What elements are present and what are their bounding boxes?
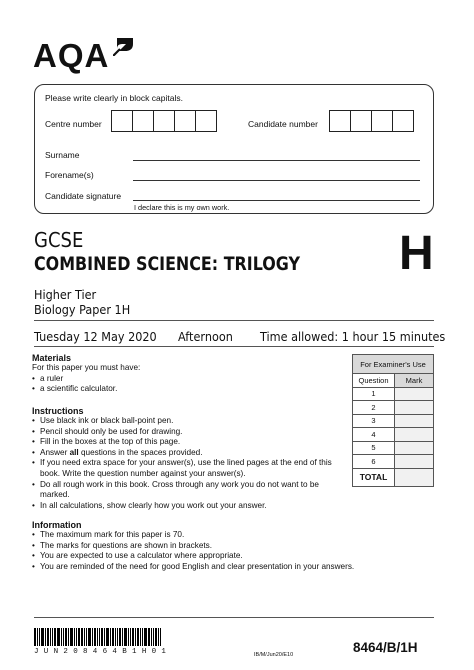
exam-session: Afternoon [178, 329, 233, 344]
candidate-number-cell[interactable] [371, 110, 393, 132]
question-number: 5 [353, 441, 395, 455]
examiners-use-title: For Examiner's Use [353, 355, 434, 374]
list-item: • In all calculations, show clearly how you work out your answer. [32, 501, 344, 512]
answer-all-suffix: questions in the spaces provided. [78, 447, 203, 457]
mark-cell[interactable] [395, 428, 434, 442]
barcode-bar [122, 628, 123, 646]
paper-reference: IB/M/Jun20/E10 [254, 652, 294, 658]
centre-number-cell[interactable] [153, 110, 175, 132]
logo-leaf-icon [113, 38, 133, 56]
qualification-title: GCSE [34, 228, 84, 252]
instructions-list [32, 416, 344, 511]
paper-name: Biology Paper 1H [34, 302, 131, 317]
list-item: • The maximum mark for this paper is 70. [32, 530, 432, 541]
paper-code: 8464/B/1H [353, 640, 418, 655]
barcode-bar [52, 628, 53, 646]
forenames-label: Forename(s) [45, 170, 94, 180]
forenames-field[interactable] [133, 180, 420, 181]
table-row [353, 387, 434, 401]
materials-heading: Materials [32, 353, 72, 363]
barcode-bar [158, 628, 159, 646]
barcode-bar [88, 628, 91, 646]
examiners-use-table [352, 354, 434, 487]
barcode-bar [57, 628, 60, 646]
list-item: • Pencil should only be used for drawing. [32, 427, 344, 438]
table-row [353, 414, 434, 428]
answer-all-emphasis: all [69, 447, 79, 457]
barcode-bar [142, 628, 143, 646]
barcode-bar [50, 628, 51, 646]
answer-all-prefix: Answer [40, 447, 70, 457]
question-number: 2 [353, 401, 395, 415]
barcode-bar [132, 628, 134, 646]
barcode-bar [101, 628, 103, 646]
information-list [32, 530, 432, 572]
barcode-bar [41, 628, 44, 646]
signature-label: Candidate signature [45, 191, 122, 201]
information-section [32, 520, 432, 572]
barcode-bar [124, 628, 127, 646]
barcode-bar [54, 628, 56, 646]
question-number: 3 [353, 414, 395, 428]
barcode-bar [84, 628, 85, 646]
divider-footer [34, 617, 434, 618]
candidate-number-boxes[interactable] [330, 110, 414, 132]
candidate-number-label: Candidate number [248, 119, 318, 129]
list-item: • a ruler [32, 374, 332, 385]
aqa-logo [33, 34, 133, 72]
mark-cell[interactable] [395, 387, 434, 401]
centre-number-label: Centre number [45, 119, 102, 129]
mark-cell[interactable] [395, 455, 434, 469]
barcode [34, 628, 194, 646]
barcode-bar [78, 628, 80, 646]
total-label: TOTAL [353, 468, 395, 486]
divider-top [34, 320, 434, 321]
mark-cell[interactable] [395, 441, 434, 455]
barcode-bar [76, 628, 77, 646]
materials-intro: For this paper you must have: [32, 363, 141, 372]
barcode-text: J U N 2 0 8 4 6 4 B 1 H 0 1 [34, 648, 167, 656]
question-column-header: Question [353, 374, 395, 388]
barcode-bar [97, 628, 98, 646]
tier-name: Higher Tier [34, 287, 97, 302]
surname-label: Surname [45, 150, 80, 160]
list-item: • You are expected to use a calculator where appropriate. [32, 551, 432, 562]
table-row [353, 428, 434, 442]
instructions-section [32, 406, 344, 511]
barcode-bar [137, 628, 139, 646]
barcode-bar [110, 628, 111, 646]
barcode-bar [92, 628, 93, 646]
subject-title: COMBINED SCIENCE: TRILOGY [34, 254, 301, 275]
barcode-bar [151, 628, 152, 646]
mark-cell[interactable] [395, 414, 434, 428]
materials-list [32, 374, 332, 395]
barcode-bar [155, 628, 157, 646]
question-number: 4 [353, 428, 395, 442]
barcode-bar [135, 628, 136, 646]
divider-date [34, 346, 434, 347]
mark-column-header: Mark [395, 374, 434, 388]
candidate-number-cell[interactable] [350, 110, 372, 132]
barcode-bar [128, 628, 129, 646]
barcode-bar [140, 628, 141, 646]
candidate-number-cell[interactable] [329, 110, 351, 132]
barcode-bar [45, 628, 46, 646]
list-item [32, 448, 344, 459]
question-number: 1 [353, 387, 395, 401]
barcode-bar [106, 628, 109, 646]
barcode-bar [153, 628, 154, 646]
signature-field[interactable] [133, 200, 420, 201]
information-heading: Information [32, 520, 82, 530]
instructions-heading: Instructions [32, 406, 84, 416]
surname-field[interactable] [133, 160, 420, 161]
centre-number-cell[interactable] [174, 110, 196, 132]
barcode-bar [117, 628, 118, 646]
centre-number-boxes[interactable] [112, 110, 217, 132]
table-row [353, 401, 434, 415]
candidate-details-box [34, 84, 434, 214]
mark-cell[interactable] [395, 401, 434, 415]
list-item: • Use black ink or black ball-point pen. [32, 416, 344, 427]
table-row [353, 441, 434, 455]
barcode-bar [68, 628, 69, 646]
barcode-bar [47, 628, 49, 646]
barcode-bar [34, 628, 36, 646]
list-item: • a scientific calculator. [32, 384, 332, 395]
question-number: 6 [353, 455, 395, 469]
barcode-bar [112, 628, 114, 646]
block-capitals-instruction: Please write clearly in block capitals. [45, 93, 183, 103]
time-allowed: Time allowed: 1 hour 15 minutes [260, 329, 446, 344]
total-row [353, 468, 434, 486]
list-item: • You are reminded of the need for good English and clear presentation in your answers. [32, 562, 432, 573]
declaration-text: I declare this is my own work. [134, 203, 230, 212]
barcode-bar [81, 628, 83, 646]
barcode-bar [115, 628, 116, 646]
centre-number-cell[interactable] [195, 110, 217, 132]
list-item: • If you need extra space for your answer(s), use the lined pages at the end of this book. Write the question number against your answer(s). [32, 458, 344, 479]
list-item: • Fill in the boxes at the top of this page. [32, 437, 344, 448]
logo-text: AQA [33, 37, 110, 74]
barcode-bar [61, 628, 62, 646]
barcode-bar [74, 628, 75, 646]
barcode-bar [130, 628, 131, 646]
exam-date: Tuesday 12 May 2020 [34, 329, 157, 344]
barcode-bar [119, 628, 121, 646]
barcode-bar [37, 628, 38, 646]
barcode-bar [86, 628, 87, 646]
barcode-bar [144, 628, 147, 646]
barcode-bar [65, 628, 67, 646]
total-mark-cell[interactable] [395, 468, 434, 486]
barcode-bar [148, 628, 150, 646]
table-row [353, 455, 434, 469]
barcode-bar [160, 628, 161, 646]
centre-number-cell[interactable] [132, 110, 154, 132]
list-item: • The marks for questions are shown in brackets. [32, 541, 432, 552]
barcode-bar [94, 628, 96, 646]
barcode-bar [99, 628, 100, 646]
barcode-bar [104, 628, 105, 646]
candidate-number-cell[interactable] [392, 110, 414, 132]
barcode-bar [63, 628, 64, 646]
tier-letter: H [399, 227, 434, 280]
centre-number-cell[interactable] [111, 110, 133, 132]
list-item: • Do all rough work in this book. Cross through any work you do not want to be marked. [32, 480, 344, 501]
barcode-bar [39, 628, 40, 646]
barcode-bar [70, 628, 73, 646]
materials-section [32, 353, 332, 395]
